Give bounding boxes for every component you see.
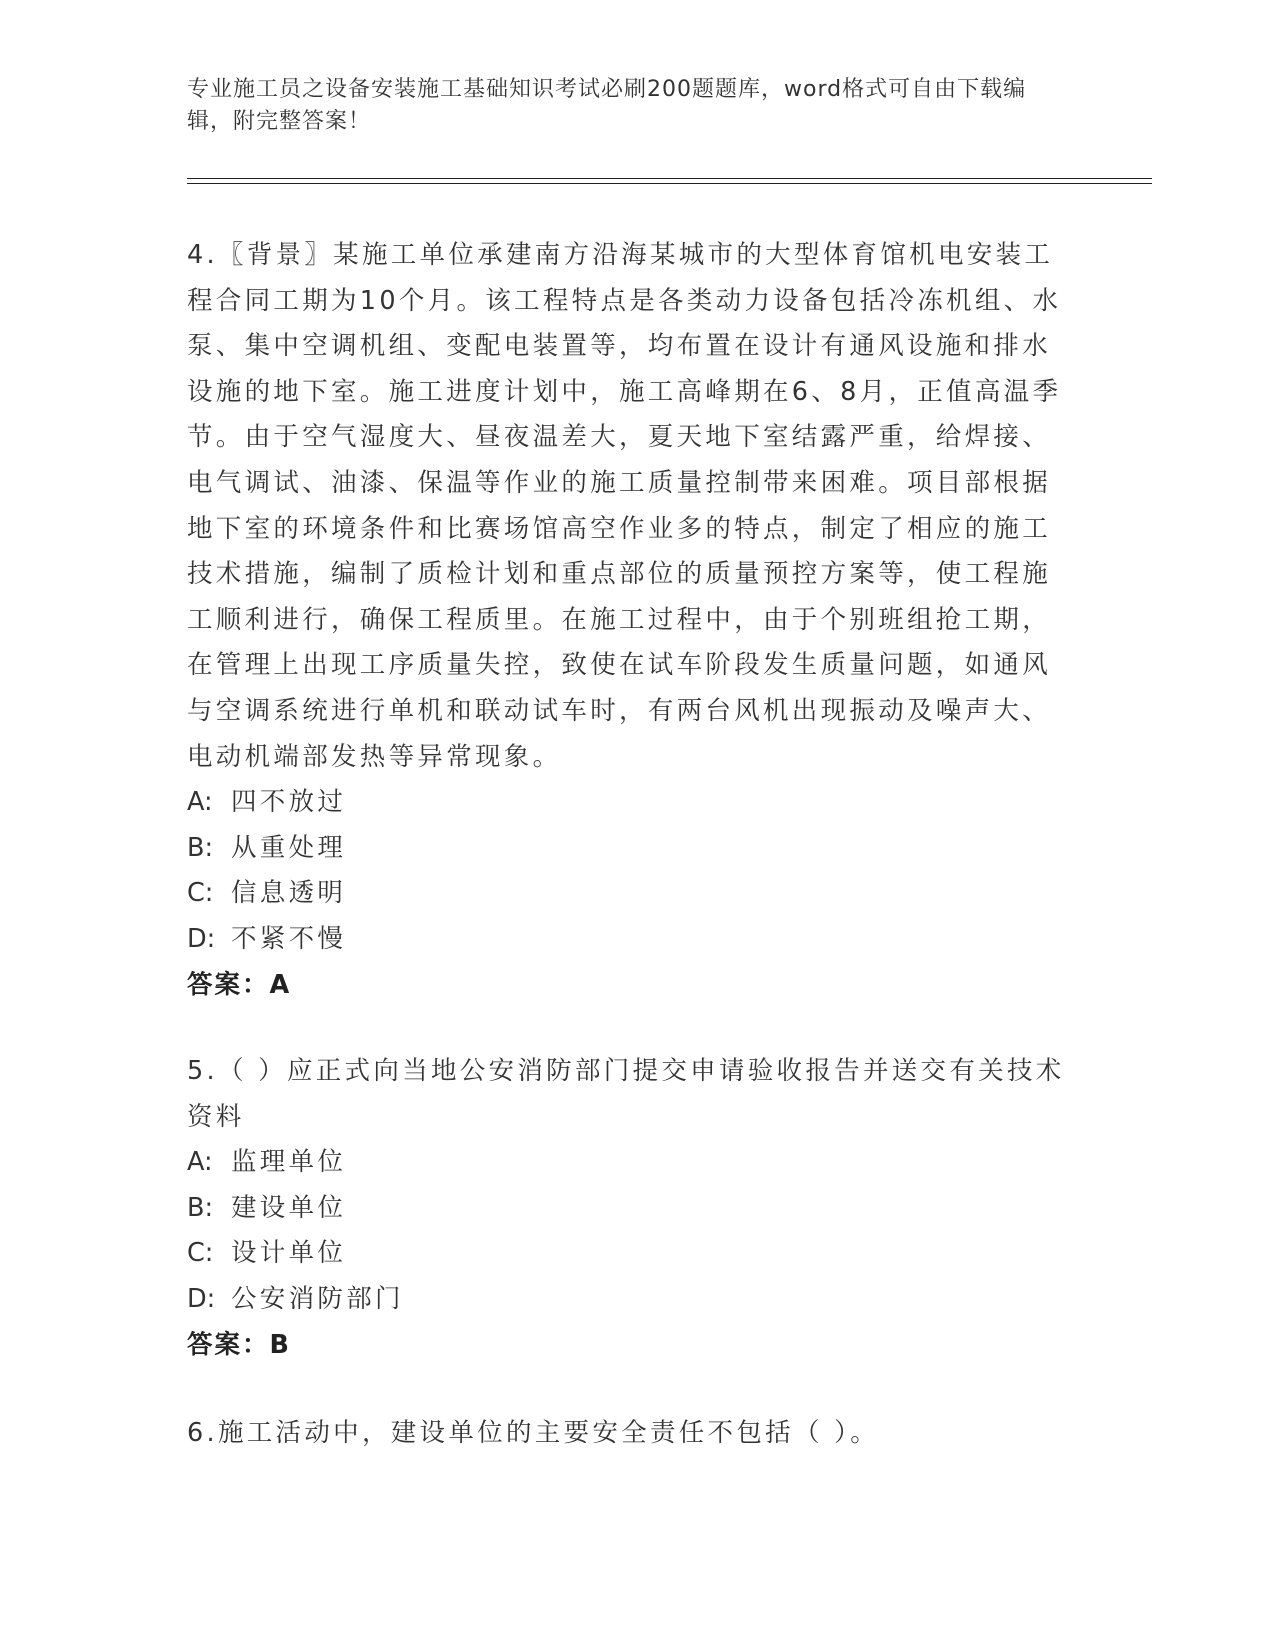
option-b [187, 1186, 1067, 1232]
option-letter: A: [187, 1147, 213, 1178]
question-number: 4. [187, 240, 218, 270]
answer-line: 答案：A [187, 969, 292, 1000]
option-letter: D: [187, 1283, 216, 1314]
question-number: 5. [187, 1056, 218, 1086]
question-body: 施工活动中，建设单位的主要安全责任不包括（ ）。 [217, 1418, 879, 1448]
header-divider [187, 178, 1152, 179]
option-d [187, 1277, 1067, 1323]
option-text: 不紧不慢 [231, 923, 347, 954]
question-body: （ ）应正式向当地公安消防部门提交申请验收报告并送交有关技术资料 [187, 1056, 1065, 1132]
option-letter: B: [187, 832, 214, 863]
question-body: 〖背景〗某施工单位承建南方沿海某城市的大型体育馆机电安装工程合同工期为10个月。该工程特点是各类动力设备包括冷冻机组、水泵、集中空调机组、变配电装置等，均布置在设计有通风设施和排水设施的地下室。施工进度计划中，施工高峰期在6、8月，正值高温季节。由于空气湿度大、昼夜温差大，夏天地下室结露严重，给焊接、电气调试、油漆、保温等作业的施工质量控制带来困难。项目部根据地下室的环境条件和比赛场馆高空作业多的特点，制定了相应的施工技术措施，编制了质检计划和重点部位的质量预控方案等，使工程施工顺利进行，确保工程质里。在施工过程中，由于个别班组抢工期，在管理上出现工序质量失控，致使在试车阶段发生质量问题，如通风与空调系统进行单机和联动试车时，有两台风机出现振动及噪声大、电动机端部发热等异常现象。 [187, 240, 1062, 772]
option-text: 监理单位 [231, 1147, 347, 1178]
option-letter: D: [187, 923, 216, 954]
option-letter: C: [187, 878, 214, 909]
question-text [187, 1049, 1067, 1140]
option-letter: A: [187, 787, 213, 818]
question-number: 6. [187, 1418, 218, 1448]
document-header [187, 74, 1067, 138]
option-letter: B: [187, 1192, 214, 1223]
option-text: 设计单位 [231, 1238, 347, 1269]
question-5 [187, 1049, 1067, 1368]
answer-line: 答案：B [187, 1329, 291, 1360]
option-b [187, 826, 1067, 872]
option-text: 四不放过 [231, 787, 347, 818]
question-text [187, 1411, 1067, 1457]
option-text: 公安消防部门 [231, 1283, 404, 1314]
option-a [187, 1140, 1067, 1186]
option-text: 建设单位 [231, 1192, 347, 1223]
question-4 [187, 233, 1067, 1008]
question-6 [187, 1411, 1067, 1457]
option-letter: C: [187, 1238, 214, 1269]
question-text [187, 233, 1067, 780]
header-divider-second [187, 183, 1152, 184]
header-title: 专业施工员之设备安装施工基础知识考试必刷200题题库，word格式可自由下载编辑，附完整答案！ [187, 77, 1027, 134]
option-c [187, 1231, 1067, 1277]
option-text: 从重处理 [231, 832, 347, 863]
option-d [187, 917, 1067, 963]
option-text: 信息透明 [231, 878, 347, 909]
option-c [187, 871, 1067, 917]
option-a [187, 780, 1067, 826]
